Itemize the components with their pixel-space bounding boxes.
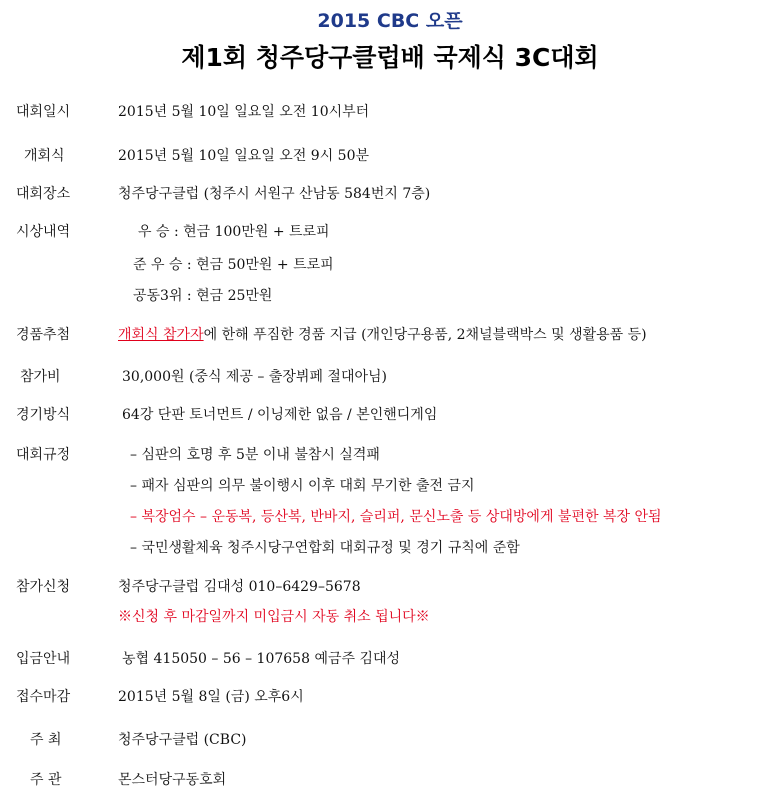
lottery-rest: 에 한해 푸짐한 경품 지급 (개인당구용품, 2채널블랙박스 및 생활용품 등) [203,327,647,343]
format-label: 경기방식 [16,407,71,423]
lottery-value [118,324,647,344]
date-label: 대회일시 [16,104,71,120]
format-value: 64강 단판 토너먼트 / 이닝제한 없음 / 본인핸디게임 [122,407,438,423]
rules-label: 대회규정 [16,447,71,463]
venue-value: 청주당구클럽 (청주시 서원구 산남동 584번지 7층) [118,186,431,202]
lottery-highlight: 개회식 참가자 [118,327,204,343]
host-value: 청주당구클럽 (CBC) [118,732,247,748]
deadline-value: 2015년 5월 8일 (금) 오후6시 [118,689,304,705]
rule-item: – 심판의 호명 후 5분 이내 불참시 실격패 [130,447,380,463]
rule-item: – 국민생활체육 청주시당구연합회 대회규정 및 경기 규칙에 준함 [130,540,520,556]
venue-label: 대회장소 [16,186,71,202]
award-first: 우 승 : 현금 100만원 + 트로피 [138,224,330,240]
organizer-value: 몬스터당구동호회 [118,772,227,788]
award-second: 준 우 승 : 현금 50만원 + 트로피 [133,257,334,273]
fee-value: 30,000원 (중식 제공 – 출장뷔페 절대아님) [122,369,387,385]
rule-item-dress-code: – 복장엄수 – 운동복, 등산복, 반바지, 슬리퍼, 문신노출 등 상대방에게 불편한 복장 안됨 [130,509,662,525]
awards-label: 시상내역 [16,224,71,240]
opening-value: 2015년 5월 10일 일요일 오전 9시 50분 [118,148,370,164]
deposit-value: 농협 415050 – 56 – 107658 예금주 김대성 [122,651,401,667]
opening-label: 개회식 [24,148,65,164]
fee-label: 참가비 [20,369,61,385]
event-subtitle: 2015 CBC 오픈 [317,10,463,32]
date-value: 2015년 5월 10일 일요일 오전 10시부터 [118,104,370,120]
apply-contact: 청주당구클럽 김대성 010–6429–5678 [118,579,361,595]
event-title: 제1회 청주당구클럽배 국제식 3C대회 [181,43,599,72]
apply-label: 참가신청 [16,579,71,595]
award-third: 공동3위 : 현금 25만원 [133,288,273,304]
lottery-label: 경품추첨 [16,327,71,343]
apply-note: ※신청 후 마감일까지 미입금시 자동 취소 됩니다※ [118,609,430,625]
rule-item: – 패자 심판의 의무 불이행시 이후 대회 무기한 출전 금지 [130,478,475,494]
deposit-label: 입금안내 [16,651,71,667]
deadline-label: 접수마감 [16,689,71,705]
organizer-label: 주 관 [30,772,62,788]
host-label: 주 최 [30,732,62,748]
